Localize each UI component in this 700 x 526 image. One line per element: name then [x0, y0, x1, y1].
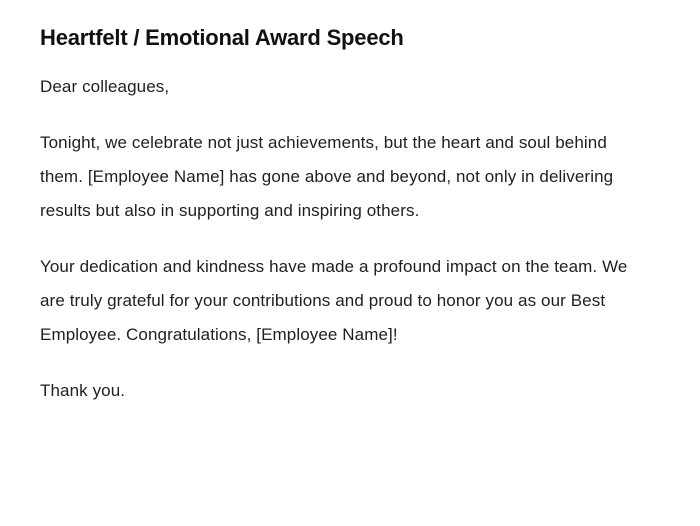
paragraph-body-2: Your dedication and kindness have made a profound impact on the team. We are truly grateful for your contributions and proud to honor you as our Best Employee. Congratulations, [Employee Name]! [40, 257, 628, 344]
paragraph-salutation: Dear colleagues, [40, 77, 170, 96]
paragraph-body-1: Tonight, we celebrate not just achievements, but the heart and soul behind them. [Employee Name] has gone above and beyond, not only in delivering results but also in supporting and inspiring others. [40, 133, 614, 220]
paragraph-closing: Thank you. [40, 381, 126, 400]
page-title: Heartfelt / Emotional Award Speech [40, 25, 404, 50]
